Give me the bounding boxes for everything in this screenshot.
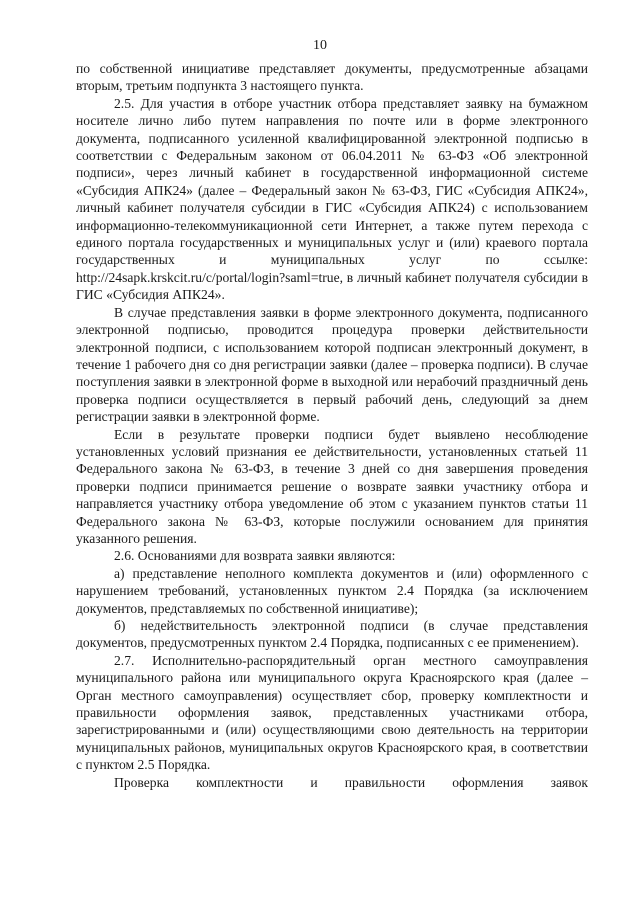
paragraph-2-6-a: а) представление неполного комплекта документов и (или) оформленного с нарушением требований, установленных пунктом 2.4 Порядка (за исключением документов, представляемых по собственной инициативе); [76, 565, 588, 616]
paragraph-2-7: 2.7. Исполнительно-распорядительный орган местного самоуправления муниципального района или муниципального округа Красноярского края (далее – Орган местного самоуправления) осуществляет сбор, проверку комплектности и правильности оформления заявок, представленных участниками отбора, зарегистрированными и (или) осуществляющими свою деятельность на территории муниципальных районов, муниципальных округов Красноярского края, в соответствии с пунктом 2.5 Порядка. [76, 652, 588, 773]
page-number: 10 [313, 38, 327, 53]
paragraph-continuation: по собственной инициативе представляет документы, предусмотренные абзацами вторым, третьим подпункта 3 настоящего пункта. [76, 61, 588, 94]
document-body [76, 60, 588, 791]
paragraph-signature-result: Если в результате проверки подписи будет выявлено несоблюдение установленных условий признания ее действительности, установленных статьей 11 Федерального закона № 63-ФЗ, в течение 3 дней со дня завершения проведения проверки подписи принимается решение о возврате заявки участнику отбора и направляется участнику отбора уведомление об этом с указанием пунктов статьи 11 Федерального закона № 63-ФЗ, которые послужили основанием для принятия указанного решения. [76, 426, 588, 546]
paragraph-check-start: Проверка комплектности и правильности оформления заявок [114, 774, 588, 790]
paragraph-2-6: 2.6. Основаниями для возврата заявки являются: [114, 548, 396, 564]
paragraph-2-5: 2.5. Для участия в отборе участник отбора представляет заявку на бумажном носителе лично либо путем направления по почте или в форме электронного документа, подписанного усиленной квалифицированной электронной подписью в соответствии с Федеральным законом от 06.04.2011 № 63-ФЗ «Об электронной подписи», через личный кабинет в государственной информационной системе «Субсидия АПК24» (далее – Федеральный закон № 63-ФЗ, ГИС «Субсидия АПК24», личный кабинет получателя субсидии в ГИС «Субсидия АПК24) с использованием информационно-телекоммуникационной сети Интернет, а также путем перехода с единого портала государственных и муниципальных услуг и (или) краевого портала государственных и муниципальных услуг по ссылке: http://24sapk.krskcit.ru/c/portal/login?saml=true, в личный кабинет получателя субсидии в ГИС «Субсидия АПК24». [76, 95, 588, 303]
paragraph-signature-check: В случае представления заявки в форме электронного документа, подписанного электронной подписью, проводится процедура проверки действительности электронной подписи, с использованием которой подписан электронный документ, в течение 1 рабочего дня со дня регистрации заявки (далее – проверка подписи). В случае поступления заявки в электронной форме в выходной или нерабочий праздничный день проверка подписи осуществляется в первый рабочий день, следующий за днем регистрации заявки в электронной форме. [76, 304, 588, 425]
paragraph-2-6-b: б) недействительность электронной подписи (в случае представления документов, предусмотренных пунктом 2.4 Порядка, подписанных с ее применением). [76, 618, 588, 651]
